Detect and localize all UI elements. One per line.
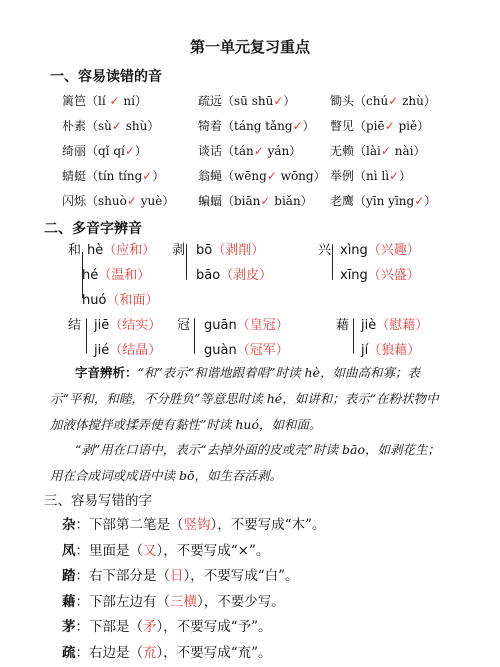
reading-guan-2: guàn（冠军） [204, 343, 289, 358]
section-heading-2: 二、多音字辨音 [44, 221, 142, 237]
writing-item: 凤：里面是（又），不要写成“×”。 [62, 542, 270, 559]
check-mark: ✓ [266, 169, 277, 183]
pronunciation-item: 朴素（sù✓ shù） [62, 119, 160, 133]
brace [186, 244, 187, 280]
brace [194, 318, 195, 354]
check-mark: ✓ [142, 169, 153, 183]
pronunciation-item: 篱笆（lí ✓ ní） [62, 94, 147, 108]
analysis-paragraph-1: 字音辨析：“和”表示“和谐地跟着唱”时读 hè，如曲高和寡；表示“平和，和睦，不分胜负”等意思时读 hé，如讲和；表示“在粉状物中加液体搅拌或揉弄使有黏性”时读 huó，如和面。 [50, 365, 439, 432]
section-heading-1: 一、容易读错的音 [50, 69, 162, 85]
writing-item: 藉：下部左边有（三横），不要少写。 [62, 593, 285, 610]
pronunciation-item: 闪烁（shuò✓ yuè） [62, 194, 175, 208]
page-title: 第一单元复习重点 [189, 38, 310, 56]
check-mark: ✓ [384, 119, 395, 133]
reading-ji-2: jí（狼藉） [361, 343, 421, 358]
pronunciation-item: 锄头（chú✓ zhù） [330, 94, 436, 108]
reading-ji-1: jiè（慰藉） [361, 318, 429, 333]
pronunciation-item: 绮丽（qǐ qí✓） [62, 144, 147, 158]
pronunciation-item: 蝙蝠（biān✓ biǎn） [198, 194, 313, 208]
section-heading-3: 三、容易写错的字 [44, 493, 152, 509]
writing-item: 踏：右下部分是（日），不要写成“白”。 [62, 568, 299, 584]
brace [86, 318, 87, 354]
reading-bo-2: bāo（剥皮） [196, 268, 273, 283]
reading-xing-2: xīng（兴盛） [340, 268, 420, 283]
check-mark: ✓ [414, 194, 425, 208]
pronunciation-item: 瞥见（piē✓ piě） [330, 119, 430, 133]
poly-char-guan: 冠 [177, 318, 191, 333]
poly-char-bo: 剥 [172, 243, 186, 258]
check-mark: ✓ [273, 94, 284, 108]
poly-char-ji: 藉 [336, 318, 350, 333]
pronunciation-item: 蜻蜓（tín tíng✓） [62, 169, 165, 183]
pronunciation-item: 疏远（sū shū✓） [198, 94, 296, 108]
reading-jie-2: jié（结晶） [94, 343, 162, 358]
reading-he-3: huó（和面） [82, 293, 159, 308]
pronunciation-item: 老鹰（yīn yīng✓） [330, 194, 437, 208]
reading-guan-1: guān（皇冠） [204, 318, 289, 333]
poly-char-jie: 结 [68, 318, 82, 333]
check-mark: ✓ [260, 194, 271, 208]
check-mark: ✓ [126, 194, 137, 208]
writing-item: 杂：下部第二笔是（竖钩），不要写成“木”。 [62, 517, 326, 533]
pronunciation-item: 犄着（táng tǎng✓） [198, 119, 315, 133]
pronunciation-item: 举例（nì lì✓） [330, 169, 412, 183]
pronunciation-item: 谈话（tán✓ yán） [198, 144, 302, 158]
brace [332, 244, 333, 280]
check-mark: ✓ [292, 119, 303, 133]
check-mark: ✓ [124, 144, 135, 158]
reading-he-2: hé（温和） [82, 268, 151, 283]
analysis-paragraph-2: “剥”用在口语中，表示“去掉外面的皮或壳”时读 bāo，如剥花生；用在合成词或成语中读 bō，如生吞活剥。 [50, 442, 441, 483]
reading-xing-1: xìng（兴趣） [340, 243, 420, 258]
brace [353, 318, 354, 354]
check-mark: ✓ [380, 144, 391, 158]
pronunciation-item: 无赖（lài✓ nài） [330, 144, 426, 158]
poly-char-he: 和 [68, 243, 82, 258]
check-mark: ✓ [253, 144, 264, 158]
check-mark: ✓ [388, 94, 399, 108]
check-mark: ✓ [111, 119, 122, 133]
writing-item: 茅：下部是（矛），不要写成“予”。 [62, 619, 272, 635]
writing-item: 疏：右边是（㐬），不要写成“㐬”。 [62, 644, 272, 661]
reading-jie-1: jiē（结实） [94, 318, 162, 333]
check-mark: ✓ [109, 94, 120, 108]
pronunciation-item: 翁蝇（wēng✓ wōng） [198, 169, 326, 183]
reading-he-1: hè（应和） [87, 243, 156, 258]
poly-char-xing: 兴 [318, 243, 332, 258]
check-mark: ✓ [389, 169, 400, 183]
reading-bo-1: bō（剥削） [196, 243, 265, 258]
